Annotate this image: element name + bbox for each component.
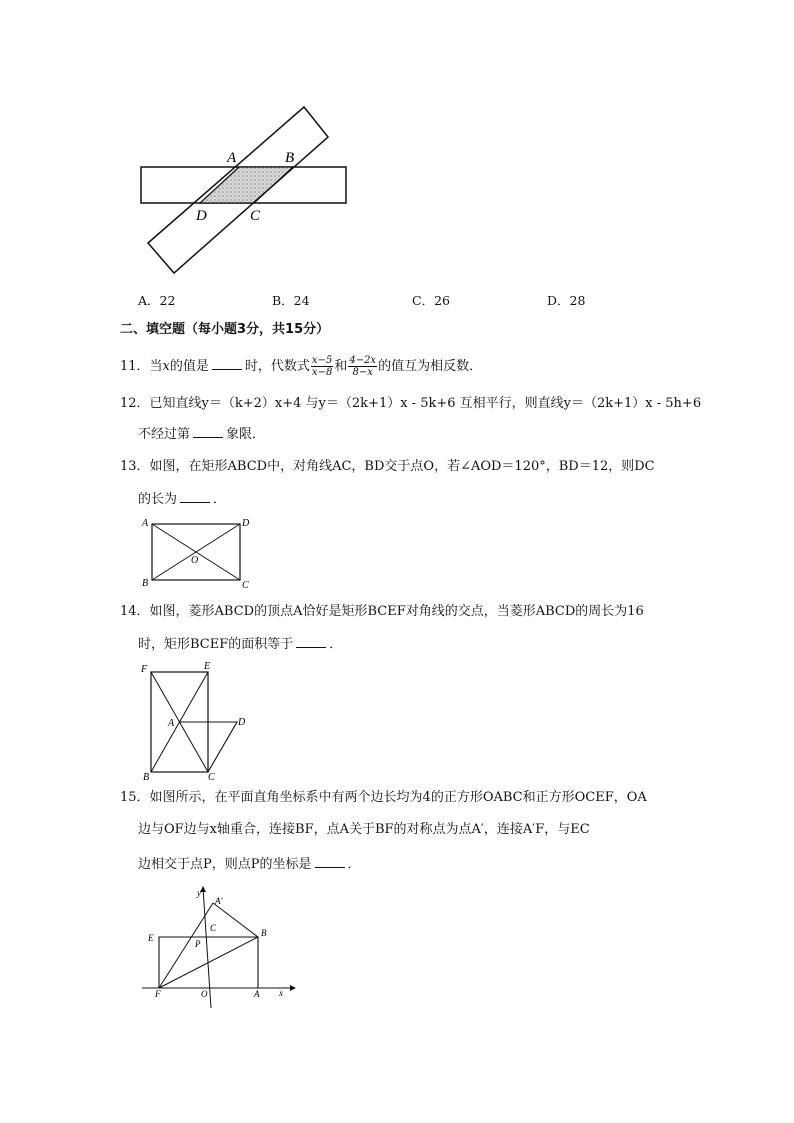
q11-pre: 11．当 [120,359,163,374]
q14-label-d: D [238,717,246,728]
q13-label-c: C [242,580,249,591]
q15-line-3: 边相交于点P，则点P的坐标是 ． [138,854,361,874]
q11-tail: 的值互为相反数． [378,359,483,374]
segment-a-prime-b [213,903,258,937]
q13-line-1: 13．如图，在矩形ABCD中，对角线AC，BD交于点O，若∠AOD＝120°，BD＝12，则DC [120,459,655,474]
q14-label-f: F [141,664,148,675]
q10-option-b: B．24 [272,293,310,308]
q14-label-b: B [143,772,150,783]
q15-label-e: E [148,933,154,943]
q12-line-2: 不经过第 象限． [138,424,265,444]
q15-label-c: C [210,923,217,933]
q15-label-x: x [279,988,283,998]
q14-label-c: C [208,772,215,783]
q15-label-y: y [197,888,201,898]
x-axis-arrow [290,985,296,991]
q15-label-f: F [155,989,161,999]
q13-label-a: A [142,518,149,529]
q10-option-c: C．26 [412,293,450,308]
q15-label-b: B [261,928,267,938]
q11-fraction-2: $\frac{4-2x}{8-x}$ [349,355,377,378]
q13-answer-blank[interactable] [180,489,210,503]
q11-post: 时，代数式 [244,359,310,374]
segment-fb [159,937,258,988]
section-heading: 二、填空题（每小题3分，共15分） [120,322,330,337]
q10-label-d: D [196,208,207,224]
q15-figure [140,884,300,1014]
q13-label-o: O [191,555,199,566]
q14-line-2: 时，矩形BCEF的面积等于 ． [138,634,342,654]
q15-label-o: O [201,989,208,999]
q11-fraction-1: $\frac{x-5}{x-8}$ [311,355,333,378]
q11-text [120,354,482,380]
q13-line-2: 的长为 ． [138,489,226,509]
q10-label-a: A [227,150,237,166]
q14-answer-blank[interactable] [296,634,326,648]
q12-answer-blank[interactable] [193,424,223,438]
q13-figure [138,514,258,594]
q10-option-a: A．22 [138,293,176,308]
q11-var: x [162,359,170,374]
q13-label-b: B [142,578,149,589]
q11-mid: 的值是 [169,359,209,374]
q15-label-a-prime: A′ [215,896,223,906]
q14-figure [138,660,253,785]
q15-answer-blank[interactable] [315,854,345,868]
q10-label-b: B [285,150,295,166]
segment-fa-prime [159,903,213,988]
square-oabc [209,937,258,988]
q15-line-1: 15．如图所示，在平面直角坐标系中有两个边长均为4的正方形OABC和正方形OCEF，OA [120,790,647,805]
q11-and: 和 [334,359,348,374]
q10-label-c: C [250,208,261,224]
q11-answer-blank[interactable] [212,356,242,370]
q14-label-a: A [168,718,175,729]
q10-option-d: D．28 [547,293,586,308]
q14-line-1: 14．如图，菱形ABCD的顶点A恰好是矩形BCEF对角线的交点，当菱形ABCD的周长为16 [120,604,644,619]
q14-label-e: E [204,661,211,672]
q15-label-p: P [195,939,201,949]
q12-line-1: 12．已知直线y＝（k+2）x+4 与y＝（2k+1）x - 5k+6 互相平行，则直线y＝（2k+1）x - 5h+6 [120,396,702,411]
q10-figure [130,95,370,280]
square-ocef [159,937,209,988]
q15-label-a: A [254,989,260,999]
q13-label-d: D [242,518,250,529]
q15-line-2: 边与OF边与x轴重合，连接BF，点A关于BF的对称点为点A′，连接A′F，与EC [138,822,590,837]
